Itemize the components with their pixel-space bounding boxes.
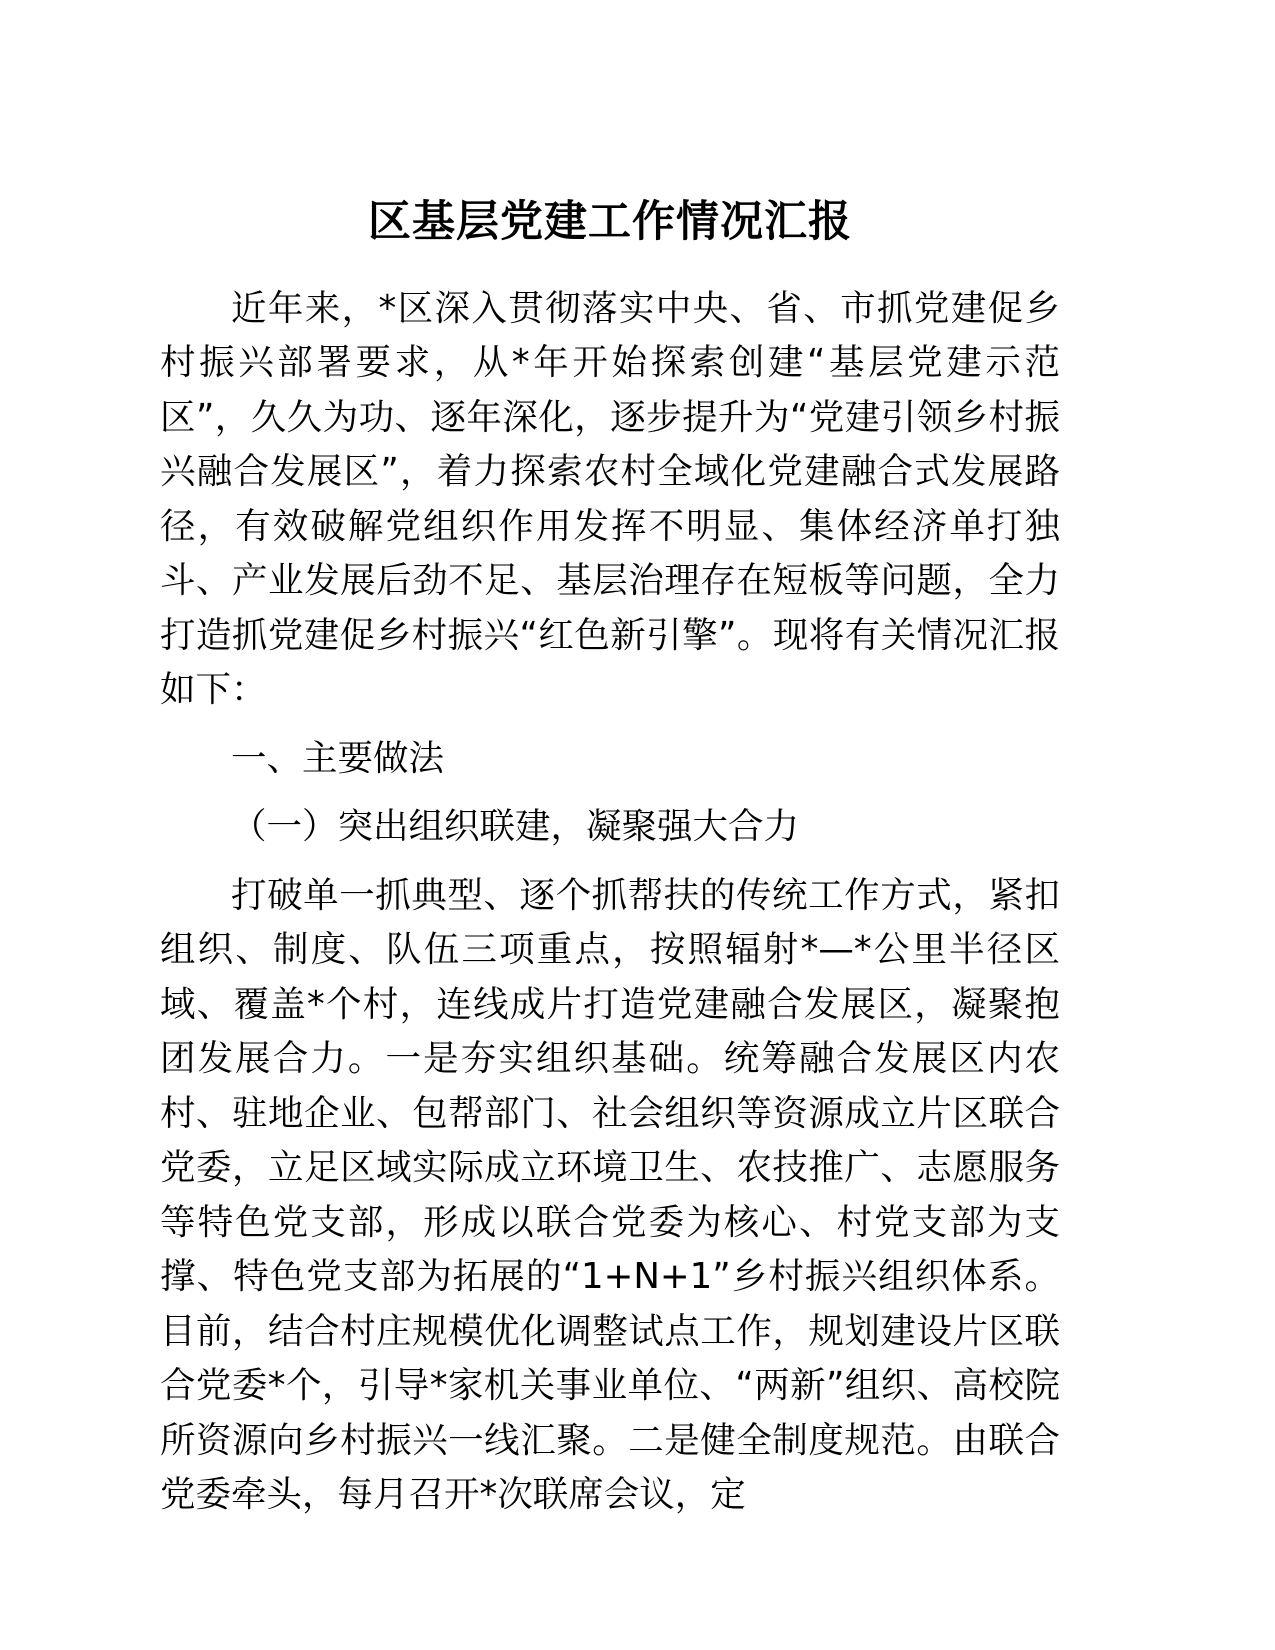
page-title: 区基层党建工作情况汇报	[368, 197, 852, 247]
subsection-heading-one-1: （一）突出组织联建，凝聚强大合力	[231, 806, 800, 848]
paragraph-body-1: 打破单一抓典型、逐个抓帮扶的传统工作方式，紧扣组织、制度、队伍三项重点，按照辐射*—*公里半径区域、覆盖*个村，连线成片打造党建融合发展区，凝聚抱团发展合力。一是夯实组织基础。统筹融合发展区内农村、驻地企业、包帮部门、社会组织等资源成立片区联合党委，立足区域实际成立环境卫生、农技推广、志愿服务等特色党支部，形成以联合党委为核心、村党支部为支撑、特色党支部为拓展的“1+N+1”乡村振兴组织体系。目前，结合村庄规模优化调整试点工作，规划建设片区联合党委*个，引导*家机关事业单位、“两新”组织、高校院所资源向乡村振兴一线汇聚。二是健全制度规范。由联合党委牵头，每月召开*次联席会议，定	[160, 874, 1060, 1516]
paragraph-intro: 近年来，*区深入贯彻落实中央、省、市抓党建促乡村振兴部署要求，从*年开始探索创建“基层党建示范区”，久久为功、逐年深化，逐步提升为“党建引领乡村振兴融合发展区”，着力探索农村全域化党建融合式发展路径，有效破解党组织作用发挥不明显、集体经济单打独斗、产业发展后劲不足、基层治理存在短板等问题，全力打造抓党建促乡村振兴“红色新引擎”。现将有关情况汇报如下：	[160, 287, 1060, 711]
section-heading-one: 一、主要做法	[231, 737, 445, 779]
page-content	[160, 0, 1060, 1523]
